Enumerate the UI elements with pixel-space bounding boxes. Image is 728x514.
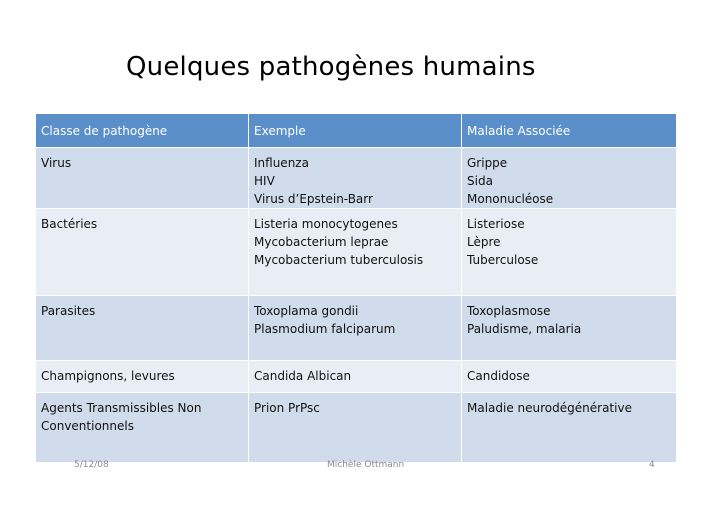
cell-text: Virus	[41, 156, 72, 170]
cell-text: Listeriose	[467, 217, 525, 231]
cell-text: Sida	[467, 174, 493, 188]
cell-example	[249, 209, 462, 296]
table-header-row	[36, 114, 677, 148]
cell-text: Grippe	[467, 156, 508, 170]
cell-text: Plasmodium falciparum	[254, 322, 396, 336]
cell-text: Mycobacterium tuberculosis	[254, 253, 424, 267]
cell-disease	[462, 296, 677, 361]
cell-text: Listeria monocytogenes	[254, 217, 398, 231]
footer-page-number: 4	[649, 460, 655, 470]
cell-text: Mycobacterium leprae	[254, 235, 389, 249]
cell-text: Lèpre	[467, 235, 501, 249]
cell-class	[36, 296, 249, 361]
cell-text: Prion PrPsc	[254, 401, 320, 415]
cell-disease	[462, 148, 677, 209]
table-row	[36, 393, 677, 463]
cell-class	[36, 148, 249, 209]
table-row	[36, 296, 677, 361]
cell-text: HIV	[254, 174, 275, 188]
cell-text: Tuberculose	[467, 253, 539, 267]
cell-text: Paludisme, malaria	[467, 322, 582, 336]
cell-text: Candida Albican	[254, 369, 352, 383]
cell-text: Virus d’Epstein-Barr	[254, 192, 373, 206]
cell-text: Toxoplasmose	[467, 304, 551, 318]
cell-text: Mononucléose	[467, 192, 554, 206]
cell-text: Conventionnels	[41, 419, 134, 433]
cell-text: Agents Transmissibles Non	[41, 401, 202, 415]
header-disease: Maladie Associée	[462, 114, 677, 148]
slide-title: Quelques pathogènes humains	[126, 52, 536, 82]
cell-example	[249, 393, 462, 463]
table-row	[36, 148, 677, 209]
table-row	[36, 361, 677, 393]
header-example: Exemple	[249, 114, 462, 148]
cell-text: Influenza	[254, 156, 309, 170]
cell-disease	[462, 209, 677, 296]
table-row	[36, 209, 677, 296]
cell-text: Champignons, levures	[41, 369, 175, 383]
cell-example	[249, 361, 462, 393]
cell-example	[249, 148, 462, 209]
header-class: Classe de pathogène	[36, 114, 249, 148]
cell-class	[36, 209, 249, 296]
footer-author: Michèle Ottmann	[327, 460, 405, 470]
cell-class	[36, 393, 249, 463]
cell-text: Maladie neurodégénérative	[467, 401, 632, 415]
cell-text: Toxoplama gondii	[254, 304, 359, 318]
cell-text: Bactéries	[41, 217, 98, 231]
pathogen-table	[35, 113, 677, 463]
cell-text: Parasites	[41, 304, 96, 318]
cell-example	[249, 296, 462, 361]
cell-disease	[462, 393, 677, 463]
footer-date: 5/12/08	[74, 460, 109, 470]
cell-class	[36, 361, 249, 393]
cell-disease	[462, 361, 677, 393]
cell-text: Candidose	[467, 369, 530, 383]
